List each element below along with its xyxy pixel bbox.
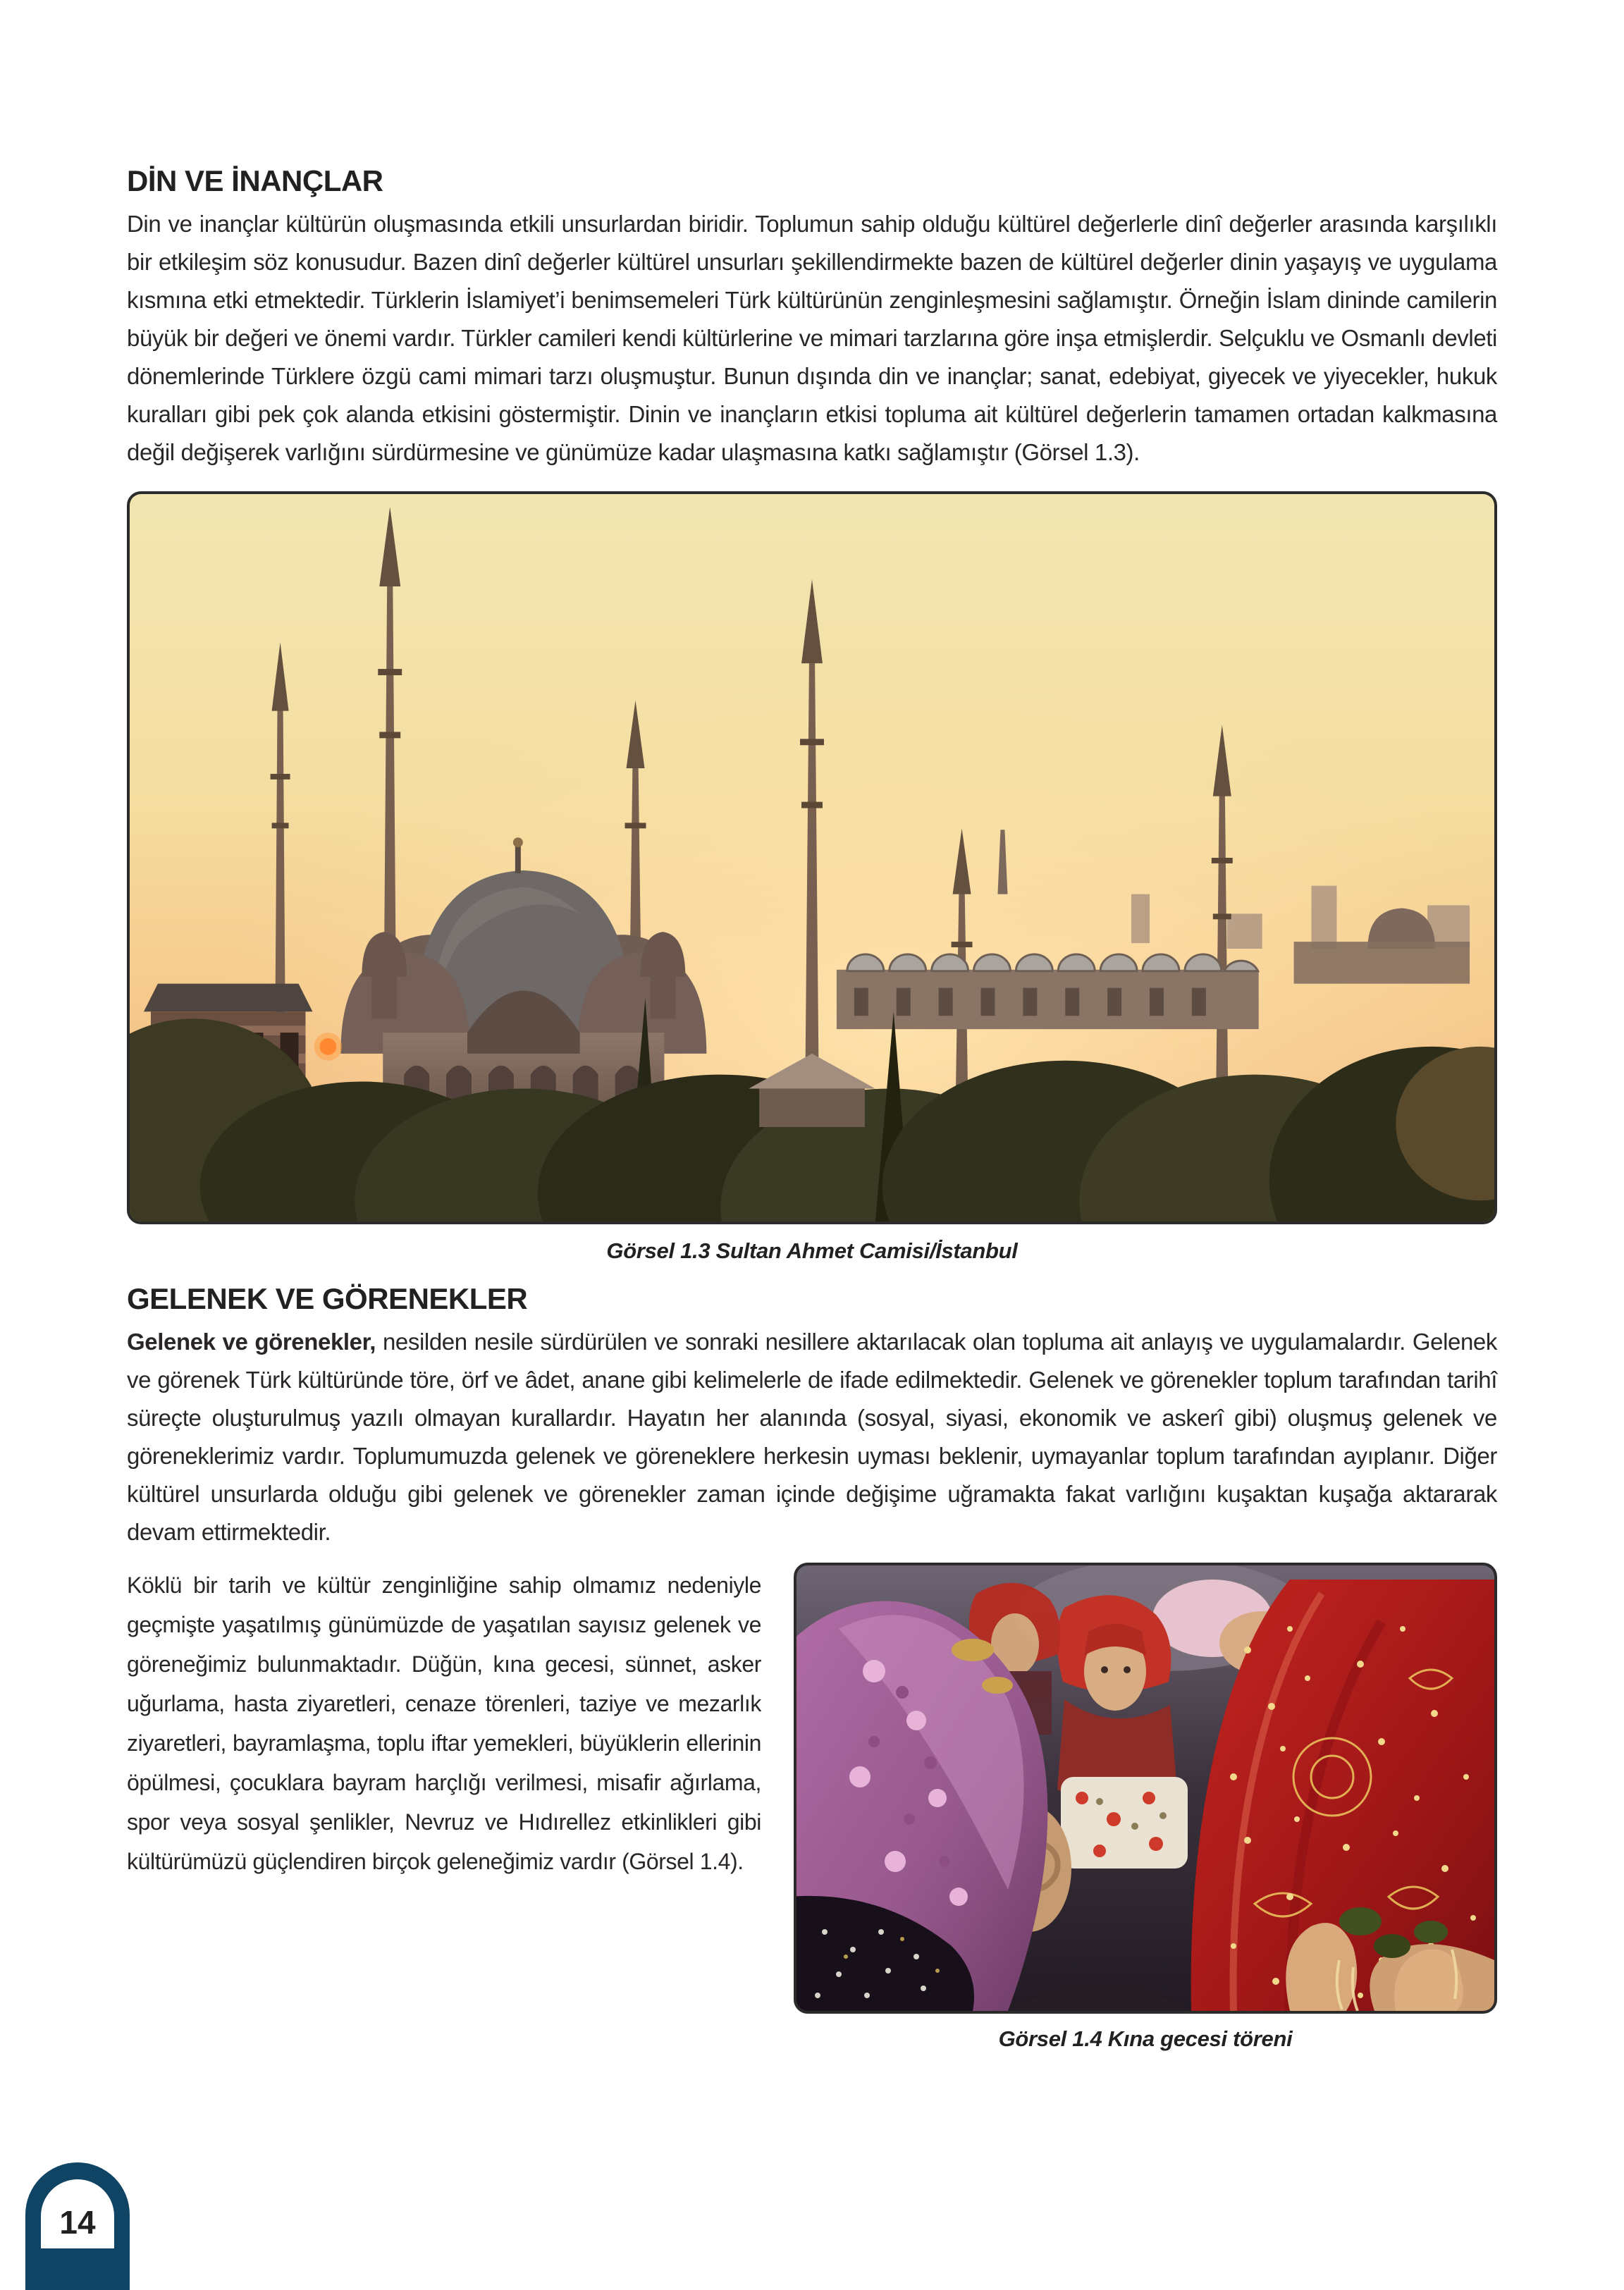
page-number-badge-inner: [41, 2179, 114, 2248]
paragraph-traditions-2: Köklü bir tarih ve kültür zenginliğine sahip olmamız nedeniyle geçmişte yaşatılmış günümüzde de yaşatılan sayısız gelenek ve göreneğimiz bulunmaktadır. Düğün, kına gecesi, sünnet, asker uğurlama, hasta ziyaretleri, cenaze törenleri, taziye ve mezarlık ziyaretleri, bayramlaşma, toplu iftar yemekleri, büyüklerin ellerinin öpülmesi, çocuklara bayram harçlığı verilmesi, misafir ağırlama, spor veya sosyal şenlikler, Nevruz ve Hıdırellez etkinlikleri gibi kültürümüzü güçlendiren birçok geleneğimiz vardır (Görsel 1.4).: [127, 1572, 761, 1874]
traditions-lead-bold: Gelenek ve görenekler,: [127, 1329, 376, 1355]
paragraph-traditions: [127, 1323, 1497, 1551]
traditions-paragraph-rest: nesilden nesile sürdürülen ve sonraki nesillere aktarılacak olan topluma ait anlayış ve uygulamalardır. Gelenek ve görenek Türk kültüründe töre, örf ve âdet, anane gibi kelimelerle de ifade edilmektedir. Gelenek ve görenekler toplum tarafından tarihî süreçte oluşturulmuş yazılı olmayan kurallardır. Hayatın her alanında (sosyal, siyasi, ekonomik ve askerî gibi) oluşmuş gelenek ve göreneklerimiz vardır. Toplumumuzda gelenek ve göreneklere herkesin uyması beklenir, uymayanlar toplum tarafından ayıplanır. Diğer kültürel unsurlarda olduğu gibi gelenek ve görenekler zaman içinde değişime uğramakta fakat varlığını kuşaktan kuşağa aktararak devam ettirmektedir.: [127, 1329, 1497, 1545]
traditions-left-column: [127, 1563, 761, 1881]
henna-night-illustration: [796, 1565, 1494, 2011]
traditions-right-column: [794, 1563, 1497, 2053]
figure-mosque: [127, 491, 1497, 1224]
mosque-illustration: [130, 494, 1494, 1221]
henna-photo: [794, 1563, 1497, 2014]
figure-henna-caption: Görsel 1.4 Kına gecesi töreni: [998, 2026, 1293, 2051]
figure-mosque-caption: Görsel 1.3 Sultan Ahmet Camisi/İstanbul: [606, 1238, 1018, 1263]
traditions-columns: [127, 1563, 1497, 2053]
page-number: 14: [59, 2204, 96, 2241]
page-number-badge: [25, 2162, 130, 2290]
figure-henna: [794, 1563, 1497, 2014]
section-heading-traditions: GELENEK VE GÖRENEKLER: [127, 1282, 528, 1315]
paragraph-religion: Din ve inançlar kültürün oluşmasında etkili unsurlardan biridir. Toplumun sahip olduğu kültürel değerlerle dinî değerler arasında karşılıklı bir etkileşim söz konusudur. Bazen dinî değerler kültürel unsurları şekillendirmekte bazen de kültürel değerler dinin yaşayış ve uygulama kısmına etki etmektedir. Türklerin İslamiyet’i benimsemeleri Türk kültürünün zenginleşmesini sağlamıştır. Örneğin İslam dininde camilerin büyük bir değeri ve önemi vardır. Türkler camileri kendi kültürlerine ve mimari tarzlarına göre inşa etmişlerdir. Selçuklu ve Osmanlı devleti dönemlerinde Türklere özgü cami mimari tarzı oluşmuştur. Bunun dışında din ve inançlar; sanat, edebiyat, giyecek ve yiyecekler, hukuk kuralları gibi pek çok alanda etkisini göstermiştir. Dinin ve inançların etkisi topluma ait kültürel değerlerin tamamen ortadan kalkmasına değil değişerek varlığını sürdürmesine ve günümüze kadar ulaşmasına katkı sağlamıştır (Görsel 1.3).: [127, 211, 1497, 465]
section-heading-religion: DİN VE İNANÇLAR: [127, 164, 383, 197]
page-content: [127, 0, 1497, 2053]
mosque-photo: [127, 491, 1497, 1224]
